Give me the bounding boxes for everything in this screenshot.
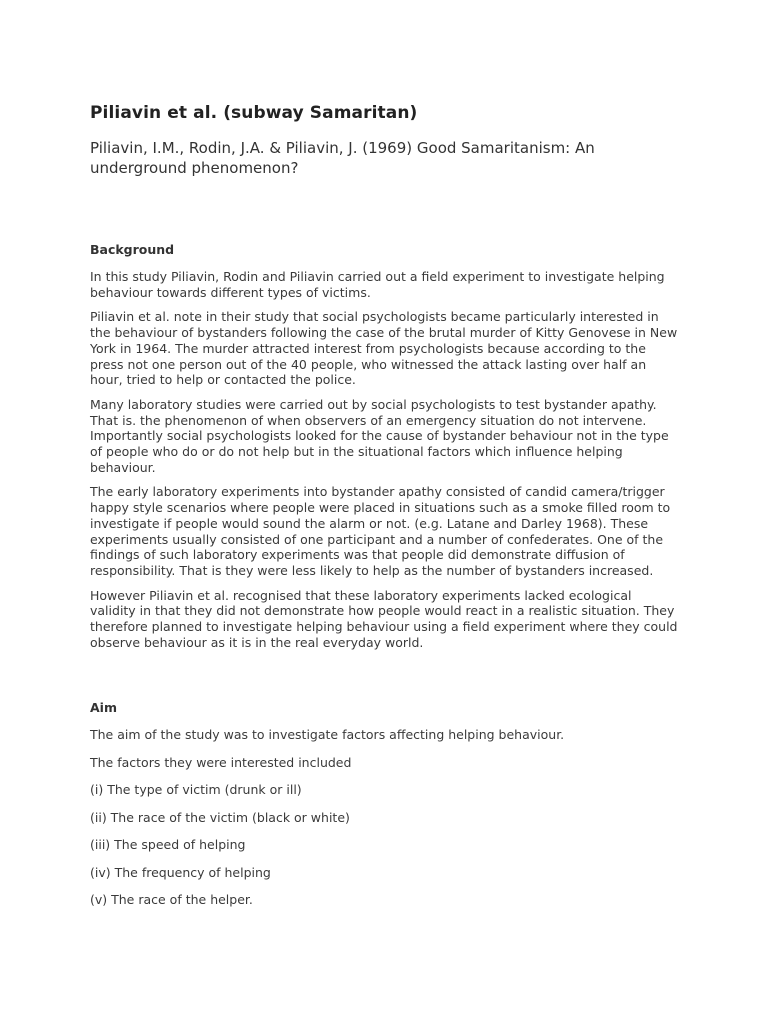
background-paragraph-4: The early laboratory experiments into bystander apathy consisted of candid camera/trigger happy style scenarios where people were placed in situations such as a smoke filled room to investigate if people would sound the alarm or not. (e.g. Latane and Darley 1968). These experiments usually consisted of one participant and a number of confederates. One of the findings of such laboratory experiments was that people did demonstrate diffusion of responsibility. That is they were less likely to help as the number of bystanders increased. — [90, 484, 671, 578]
background-paragraph-3: Many laboratory studies were carried out by social psychologists to test bystander apathy. That is. the phenomenon of when observers of an emergency situation do not intervene. Importantly social psychologists looked for the cause of bystander behaviour not in the type of people who do or do not help but in the situational factors which influence helping behaviour. — [90, 396, 669, 475]
background-paragraph-1: In this study Piliavin, Rodin and Piliavin carried out a field experiment to investigate helping behaviour towards different types of victims. — [90, 269, 665, 300]
background-paragraph-2: Piliavin et al. note in their study that social psychologists became particularly interested in the behaviour of bystanders following the case of the brutal murder of Kitty Genovese in New York in 1964. The murder attracted interest from psychologists because according to the press not one person out of the 40 people, who witnessed the attack lasting over half an hour, tried to help or contacted the police. — [90, 309, 678, 388]
aim-section — [90, 700, 680, 920]
aim-factor-1: (i) The type of victim (drunk or ill) — [90, 782, 302, 797]
aim-paragraph-1: The aim of the study was to investigate factors affecting helping behaviour. — [90, 727, 565, 742]
aim-factor-3: (iii) The speed of helping — [90, 837, 246, 852]
aim-paragraph-2: The factors they were interested included — [90, 754, 352, 770]
background-heading: Background — [90, 242, 175, 257]
background-section — [90, 242, 680, 659]
background-paragraph-5: However Piliavin et al. recognised that these laboratory experiments lacked ecological validity in that they did not demonstrate how people would react in a realistic situation. They therefore planned to investigate helping behaviour using a field experiment where they could observe behaviour as it is in the real everyday world. — [90, 587, 678, 650]
citation-subtitle: Piliavin, I.M., Rodin, J.A. & Piliavin, J. (1969) Good Samaritanism: An underground phenomenon? — [90, 139, 595, 177]
aim-heading: Aim — [90, 700, 117, 715]
page-title: Piliavin et al. (subway Samaritan) — [90, 103, 418, 123]
aim-factor-5: (v) The race of the helper. — [90, 892, 253, 907]
aim-factor-4: (iv) The frequency of helping — [90, 864, 271, 880]
aim-factor-2: (ii) The race of the victim (black or white) — [90, 809, 350, 825]
